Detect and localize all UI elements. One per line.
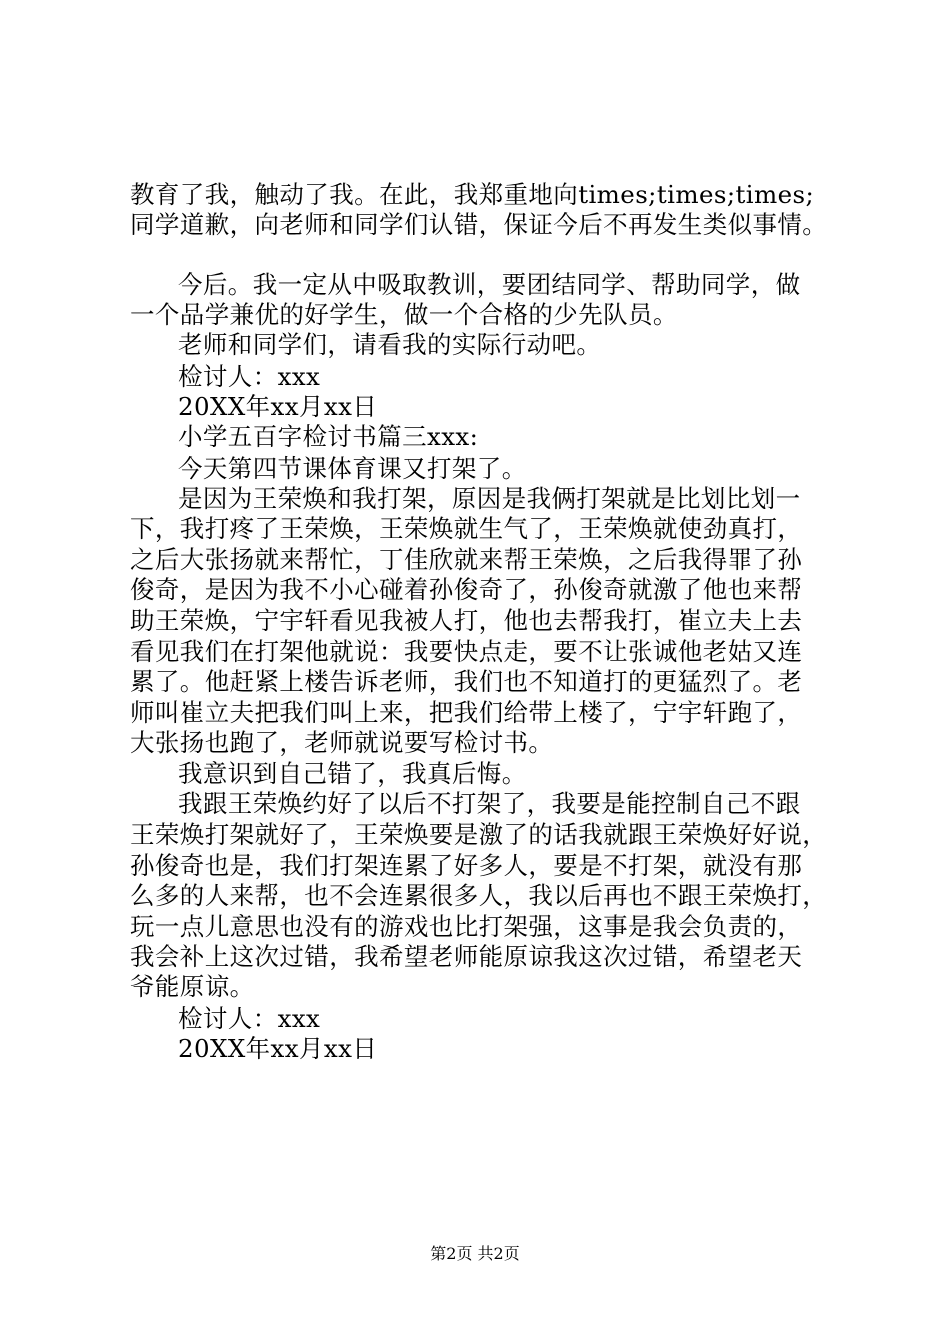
signature-line: 检讨人：xxx [178,362,321,391]
text-line: 俊奇，是因为我不小心碰着孙俊奇了，孙俊奇就激了他也来帮 [130,575,803,604]
text-line: 我会补上这次过错，我希望老师能原谅我这次过错，希望老天 [130,942,803,971]
text-line: 今天第四节课体育课又打架了。 [178,454,527,483]
text-line: 我意识到自己错了，我真后悔。 [178,759,527,788]
text-line: 孙俊奇也是，我们打架连累了好多人，要是不打架，就没有那 [130,851,803,880]
text-line: 累了。他赶紧上楼告诉老师，我们也不知道打的更猛烈了。老 [130,667,803,696]
text-line: 王荣焕打架就好了，王荣焕要是激了的话我就跟王荣焕好好说， [130,820,828,849]
text-line: 助王荣焕，宁宇轩看见我被人打，他也去帮我打，崔立夫上去 [130,606,803,635]
section-title: 小学五百字检讨书篇三xxx: [178,422,479,451]
text-line: 么多的人来帮，也不会连累很多人，我以后再也不跟王荣焕打， [130,881,828,910]
page-number: 第2页 共2页 [430,1244,520,1263]
text-line: 大张扬也跑了，老师就说要写检讨书。 [130,728,554,757]
text-line: 之后大张扬就来帮忙，丁佳欣就来帮王荣焕，之后我得罪了孙 [130,545,803,574]
text-line: 我跟王荣焕约好了以后不打架了，我要是能控制自己不跟 [178,789,801,818]
text-line: 今后。我一定从中吸取教训，要团结同学、帮助同学，做 [178,270,801,299]
text-line: 教育了我，触动了我。在此，我郑重地向times;times;times; [130,180,815,209]
text-line: 一个品学兼优的好学生，做一个合格的少先队员。 [130,300,678,329]
text-line: 看见我们在打架他就说：我要快点走，要不让张诚他老姑又连 [130,637,803,666]
text-line: 下，我打疼了王荣焕，王荣焕就生气了，王荣焕就使劲真打， [130,514,803,543]
text-line: 爷能原谅。 [130,972,255,1001]
date-line: 20XX年xx月xx日 [178,392,378,421]
text-line: 玩一点儿意思也没有的游戏也比打架强，这事是我会负责的， [130,912,803,941]
text-line: 师叫崔立夫把我们叫上来，把我们给带上楼了，宁宇轩跑了， [130,698,803,727]
text-line: 是因为王荣焕和我打架，原因是我俩打架就是比划比划一 [178,484,801,513]
text-line: 同学道歉，向老师和同学们认错，保证今后不再发生类似事情。 [130,210,828,239]
date-line: 20XX年xx月xx日 [178,1034,378,1063]
text-line: 老师和同学们，请看我的实际行动吧。 [178,330,602,359]
signature-line: 检讨人：xxx [178,1004,321,1033]
